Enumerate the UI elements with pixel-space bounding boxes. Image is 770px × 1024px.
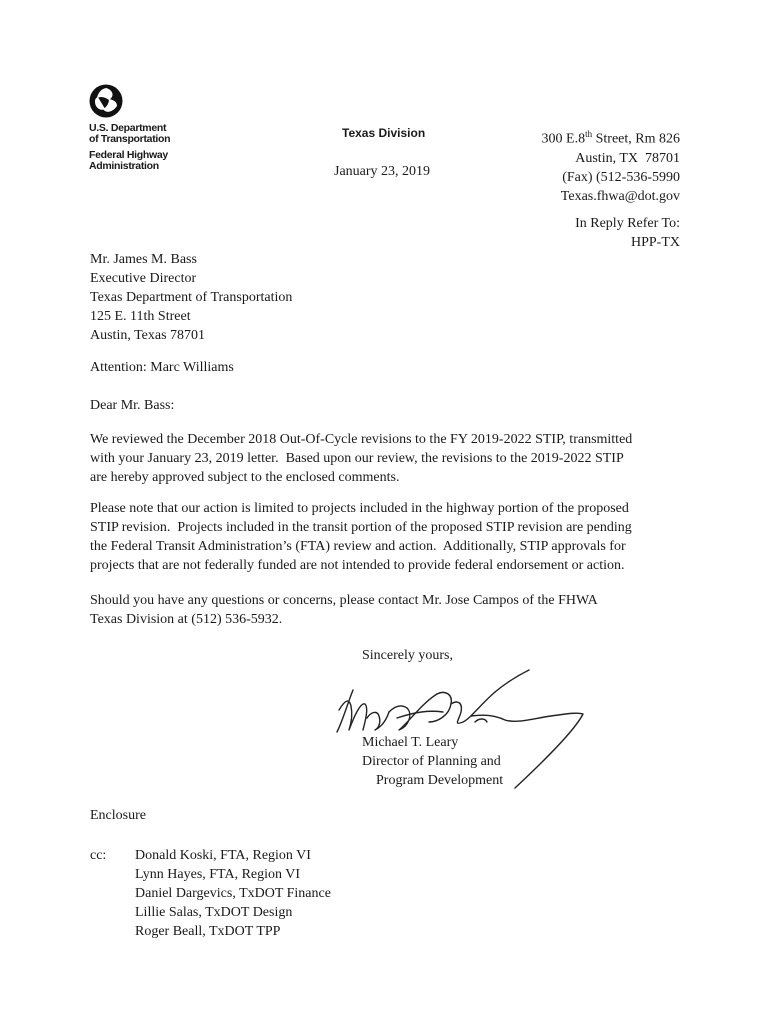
body-line: Please note that our action is limited to projects included in the highway portion of the proposed <box>90 501 629 516</box>
enclosure-note: Enclosure <box>90 808 146 823</box>
cc-recipient: Daniel Dargevics, TxDOT Finance <box>135 886 331 901</box>
recipient-line: Texas Department of Transportation <box>90 290 293 305</box>
body-line: Texas Division at (512) 536-5932. <box>90 612 283 627</box>
dot-logo-icon <box>89 84 123 118</box>
attention-line: Attention: Marc Williams <box>90 360 234 375</box>
body-line: are hereby approved subject to the enclosed comments. <box>90 470 400 485</box>
agency-name <box>89 123 170 172</box>
administration-line-1: Federal Highway <box>89 149 168 161</box>
reply-reference <box>575 214 680 252</box>
body-line: projects that are not federally funded are not intended to provide federal endorsement or action. <box>90 558 625 573</box>
body-line: We reviewed the December 2018 Out-Of-Cycle revisions to the FY 2019-2022 STIP, transmitted <box>90 432 633 447</box>
recipient-line: Executive Director <box>90 271 197 286</box>
address-street-sup: th <box>585 129 593 139</box>
recipient-line: 125 E. 11th Street <box>90 309 191 324</box>
division-name: Texas Division <box>342 126 426 140</box>
cc-recipient: Roger Beall, TxDOT TPP <box>135 924 281 939</box>
agency-line-1: U.S. Department <box>89 122 167 134</box>
recipient-line: Mr. James M. Bass <box>90 252 197 267</box>
letter-date: January 23, 2019 <box>334 164 431 179</box>
administration-line-2: Administration <box>89 160 159 172</box>
cc-list <box>135 846 331 941</box>
reply-code: HPP-TX <box>630 235 680 250</box>
recipient-address <box>90 250 292 345</box>
body-line: with your January 23, 2019 letter. Based upon our review, the revisions to the 2019-2022 STIP <box>90 451 624 466</box>
address-email: Texas.fhwa@dot.gov <box>560 188 680 204</box>
signer-name: Michael T. Leary <box>362 735 459 750</box>
address-fax: (Fax) (512-536-5990 <box>562 169 680 185</box>
salutation: Dear Mr. Bass: <box>90 398 175 413</box>
cc-recipient: Donald Koski, FTA, Region VI <box>135 848 311 863</box>
address-street-post: Street, Rm 826 <box>592 131 680 147</box>
body-paragraph-3 <box>90 591 690 629</box>
signer-title-line-1: Director of Planning and <box>362 754 501 769</box>
sender-address <box>542 125 680 206</box>
cc-label: cc: <box>90 848 107 863</box>
reply-label: In Reply Refer To: <box>575 216 680 231</box>
signer-block <box>362 733 503 790</box>
agency-line-2: of Transportation <box>89 133 171 145</box>
address-street <box>542 125 680 149</box>
body-line: Should you have any questions or concerns, please contact Mr. Jose Campos of the FHWA <box>90 593 598 608</box>
signer-title-line-2: Program Development <box>376 773 504 788</box>
recipient-line: Austin, Texas 78701 <box>90 328 206 343</box>
body-paragraph-2 <box>90 499 690 575</box>
address-city: Austin, TX 78701 <box>575 150 680 166</box>
body-line: STIP revision. Projects included in the transit portion of the proposed STIP revision are pending <box>90 520 632 535</box>
closing: Sincerely yours, <box>362 648 453 663</box>
address-street-pre: 300 E.8 <box>541 131 586 147</box>
cc-recipient: Lillie Salas, TxDOT Design <box>135 905 293 920</box>
body-line: the Federal Transit Administration’s (FTA) review and action. Additionally, STIP approvals for <box>90 539 626 554</box>
cc-recipient: Lynn Hayes, FTA, Region VI <box>135 867 301 882</box>
body-paragraph-1 <box>90 430 690 487</box>
